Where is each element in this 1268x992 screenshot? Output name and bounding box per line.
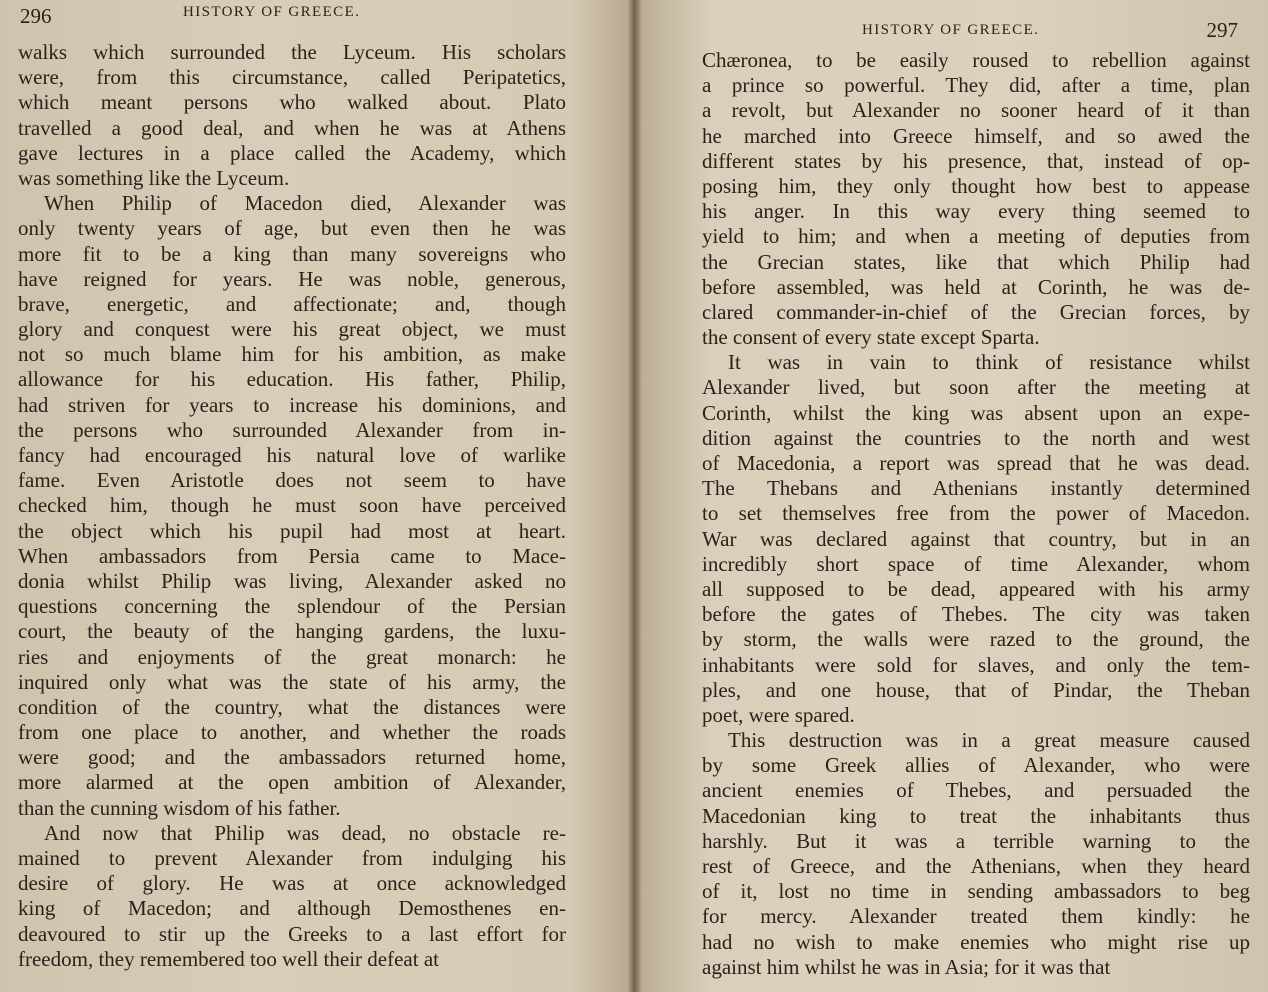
text-line: the object which his pupil had most at heart.	[18, 518, 566, 543]
text-line: Macedonian king to treat the inhabitants thus	[702, 803, 1250, 828]
text-line: posing him, they only thought how best to appease	[702, 173, 1250, 198]
text-line: only twenty years of age, but even then he was	[18, 216, 566, 241]
text-line: Corinth, whilst the king was absent upon an expe-	[702, 400, 1250, 425]
left-page	[18, 0, 566, 972]
text-line: ries and enjoyments of the great monarch: he	[18, 644, 566, 669]
text-line: were good; and the ambassadors returned home,	[18, 745, 566, 770]
text-line: travelled a good deal, and when he was at Athens	[18, 115, 566, 140]
text-line: by storm, the walls were razed to the ground, the	[702, 627, 1250, 652]
running-head: HISTORY OF GREECE.	[862, 22, 1040, 38]
text-line: more alarmed at the open ambition of Alexander,	[18, 770, 566, 795]
text-line: questions concerning the splendour of the Persian	[18, 594, 566, 619]
text-line: by some Greek allies of Alexander, who were	[702, 753, 1250, 778]
text-line: glory and conquest were his great object, we must	[18, 317, 566, 342]
text-line: The Thebans and Athenians instantly determined	[702, 476, 1250, 501]
text-line: before the gates of Thebes. The city was taken	[702, 602, 1250, 627]
text-line: And now that Philip was dead, no obstacle re-	[44, 820, 566, 845]
text-line: Alexander lived, but soon after the meeting at	[702, 375, 1250, 400]
text-line: the Grecian states, like that which Philip had	[702, 249, 1250, 274]
text-line: harshly. But it was a terrible warning to the	[702, 828, 1250, 853]
text-line: court, the beauty of the hanging gardens, the luxu-	[18, 619, 566, 644]
running-head: HISTORY OF GREECE.	[183, 4, 361, 20]
text-line: not so much blame him for his ambition, as make	[18, 342, 566, 367]
text-line: deavoured to stir up the Greeks to a last effort for	[18, 921, 566, 946]
text-line: against him whilst he was in Asia; for it was that	[702, 954, 1111, 979]
text-line: of it, lost no time in sending ambassadors to beg	[702, 879, 1250, 904]
text-line: gave lectures in a place called the Academy, which	[18, 140, 566, 165]
text-line: poet, were spared.	[702, 702, 855, 727]
text-line: desire of glory. He was at once acknowledged	[18, 871, 566, 896]
text-line: inhabitants were sold for slaves, and only the tem-	[702, 652, 1250, 677]
text-line: brave, energetic, and affectionate; and, though	[18, 291, 566, 316]
text-line: than the cunning wisdom of his father.	[18, 795, 341, 820]
book-gutter	[628, 0, 642, 992]
text-line: fancy had encouraged his natural love of warlike	[18, 443, 566, 467]
text-line: When ambassadors from Persia came to Mace-	[18, 543, 566, 568]
text-line: It was in vain to think of resistance whilst	[728, 350, 1250, 375]
text-line: were, from this circumstance, called Peripatetics,	[18, 65, 566, 90]
text-line: different states by his presence, that, instead of op-	[702, 148, 1250, 173]
left-page-header	[18, 2, 566, 42]
page-number: 296	[20, 4, 52, 28]
text-line: which meant persons who walked about. Plato	[18, 90, 566, 115]
text-line: his anger. In this way every thing seemed to	[702, 199, 1250, 224]
text-line: from one place to another, and whether the roads	[18, 720, 566, 745]
text-line: clared commander-in-chief of the Grecian forces, by	[702, 299, 1250, 324]
text-line: When Philip of Macedon died, Alexander was	[44, 191, 566, 216]
text-line: condition of the country, what the distances were	[18, 694, 566, 719]
text-line: ancient enemies of Thebes, and persuaded the	[702, 778, 1250, 803]
left-page-text	[18, 40, 566, 972]
text-line: This destruction was in a great measure caused	[728, 728, 1250, 753]
text-line: the persons who surrounded Alexander from in-	[18, 417, 566, 442]
text-line: incredibly short space of time Alexander, whom	[702, 551, 1250, 576]
text-line: the consent of every state except Sparta.	[702, 325, 1040, 350]
right-page-header	[702, 14, 1250, 54]
text-line: yield to him; and when a meeting of deputies from	[702, 224, 1250, 249]
text-line: he marched into Greece himself, and so awed the	[702, 123, 1250, 148]
text-line: all supposed to be dead, appeared with his army	[702, 576, 1250, 601]
text-line: Chæronea, to be easily roused to rebellion against	[702, 48, 1250, 72]
text-line: had no wish to make enemies who might rise up	[702, 929, 1250, 954]
page-number: 297	[1206, 18, 1238, 42]
text-line: have reigned for years. He was noble, generous,	[18, 266, 566, 291]
text-line: for mercy. Alexander treated them kindly: he	[702, 904, 1250, 929]
text-line: checked him, though he must soon have perceived	[18, 493, 566, 518]
text-line: mained to prevent Alexander from indulging his	[18, 846, 566, 870]
text-line: War was declared against that country, but in an	[702, 526, 1250, 551]
text-line: allowance for his education. His father, Philip,	[18, 367, 566, 392]
text-line: rest of Greece, and the Athenians, when they heard	[702, 854, 1250, 878]
text-line: was something like the Lyceum.	[18, 165, 290, 190]
text-line: to set themselves free from the power of Macedon.	[702, 501, 1250, 526]
text-line: inquired only what was the state of his army, the	[18, 669, 566, 694]
text-line: dition against the countries to the north and west	[702, 425, 1250, 450]
text-line: before assembled, was held at Corinth, he was de-	[702, 274, 1250, 299]
text-line: more fit to be a king than many sovereigns who	[18, 241, 566, 266]
text-line: walks which surrounded the Lyceum. His scholars	[18, 40, 566, 64]
text-line: of Macedonia, a report was spread that he was dead.	[702, 451, 1250, 475]
text-line: freedom, they remembered too well their defeat at	[18, 946, 439, 971]
text-line: a revolt, but Alexander no sooner heard of it than	[702, 98, 1250, 123]
right-page-text	[702, 48, 1250, 980]
text-line: had striven for years to increase his dominions, and	[18, 392, 566, 417]
text-line: fame. Even Aristotle does not seem to have	[18, 468, 566, 493]
text-line: king of Macedon; and although Demosthenes en-	[18, 896, 566, 921]
text-line: donia whilst Philip was living, Alexander asked no	[18, 568, 566, 593]
text-line: ples, and one house, that of Pindar, the Theban	[702, 677, 1250, 702]
text-line: a prince so powerful. They did, after a time, plan	[702, 73, 1250, 98]
right-page	[702, 0, 1250, 980]
